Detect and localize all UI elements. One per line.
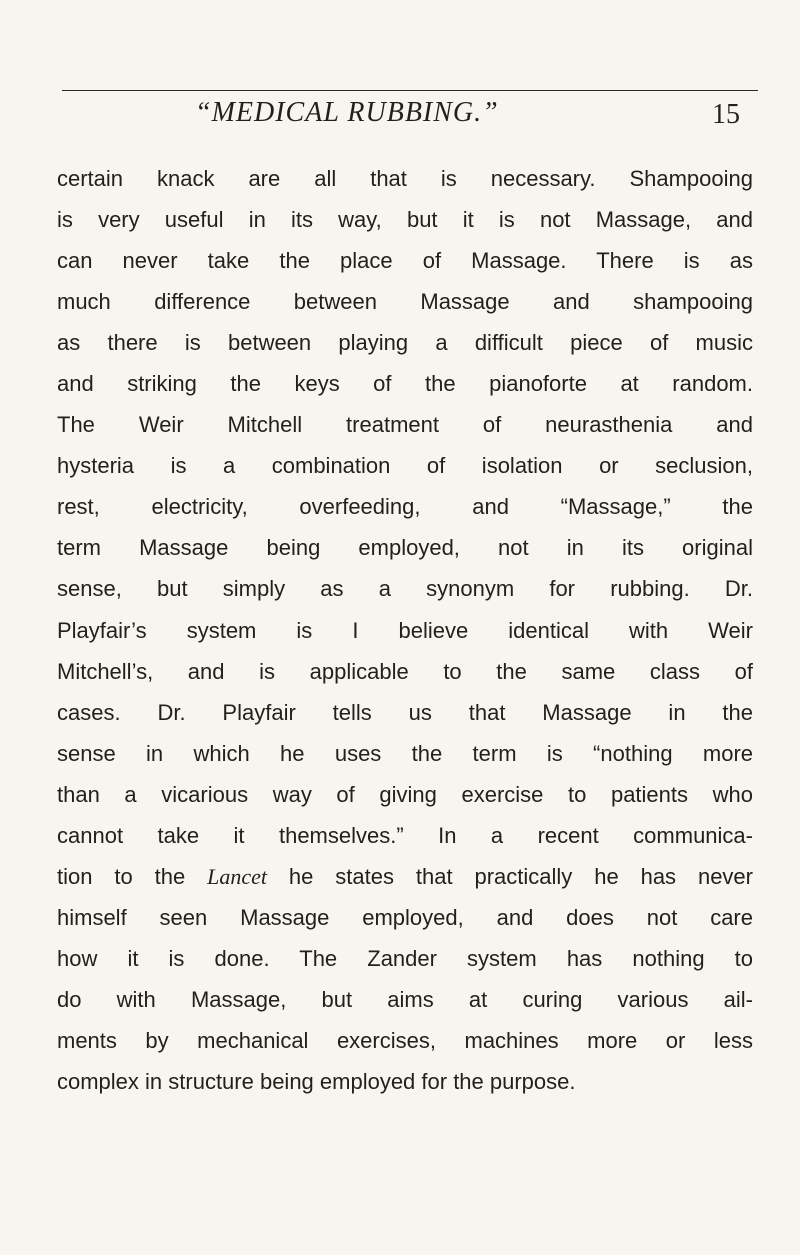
text-line: rest, electricity, overfeeding, and “Massage,” the bbox=[57, 494, 753, 520]
text-line: certain knack are all that is necessary. Shampooing bbox=[57, 166, 753, 191]
text-line: Playfair’s system is I believe identical with Weir bbox=[57, 617, 753, 643]
running-title: “MEDICAL RUBBING.” bbox=[195, 97, 499, 128]
text-segment: tion to the bbox=[57, 863, 208, 889]
text-line: cannot take it themselves.” In a recent communica- bbox=[57, 822, 753, 848]
text-line: Mitchell’s, and is applicable to the same class of bbox=[57, 658, 753, 684]
text-line: The Weir Mitchell treatment of neurasthenia and bbox=[57, 412, 753, 438]
text-line: ments by mechanical exercises, machines more or less bbox=[57, 1027, 753, 1053]
text-line: than a vicarious way of giving exercise to patients who bbox=[57, 781, 753, 807]
header-rule bbox=[62, 90, 758, 91]
text-line: can never take the place of Massage. There is as bbox=[57, 248, 753, 274]
text-line: term Massage being employed, not in its original bbox=[57, 535, 753, 561]
text-line: much difference between Massage and shampooing bbox=[57, 289, 753, 315]
text-line: how it is done. The Zander system has nothing to bbox=[57, 945, 753, 971]
text-line: sense in which he uses the term is “nothing more bbox=[57, 740, 753, 766]
body-text bbox=[57, 158, 753, 1102]
text-line: cases. Dr. Playfair tells us that Massage in the bbox=[57, 699, 753, 725]
text-line: is very useful in its way, but it is not Massage, and bbox=[57, 207, 753, 233]
text-segment: he states that practically he has never bbox=[267, 863, 753, 889]
page-number: 15 bbox=[712, 99, 740, 130]
text-line: as there is between playing a difficult piece of music bbox=[57, 330, 753, 356]
text-line: complex in structure being employed for the purpose. bbox=[57, 1069, 576, 1095]
journal-title: Lancet bbox=[207, 863, 268, 889]
text-line: and striking the keys of the pianoforte at random. bbox=[57, 371, 753, 397]
text-line: do with Massage, but aims at curing various ail- bbox=[57, 986, 753, 1012]
text-line: sense, but simply as a synonym for rubbing. Dr. bbox=[57, 576, 753, 602]
text-line: hysteria is a combination of isolation or seclusion, bbox=[57, 453, 753, 479]
text-line: himself seen Massage employed, and does not care bbox=[57, 904, 753, 930]
text-line-lancet bbox=[57, 856, 753, 897]
